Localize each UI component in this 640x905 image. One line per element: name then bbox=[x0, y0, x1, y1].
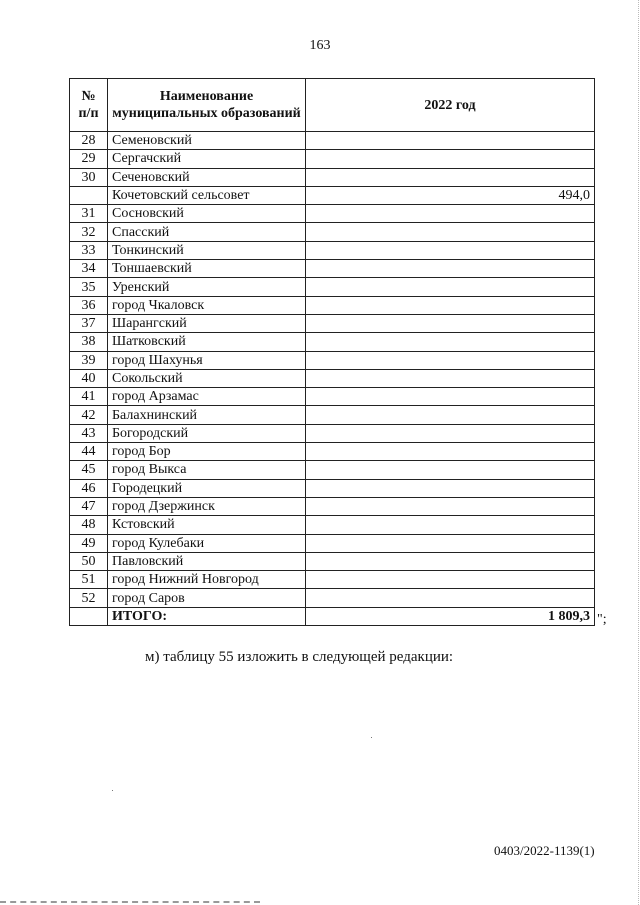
municipality-name: Шарангский bbox=[108, 314, 306, 332]
municipality-name: Семеновский bbox=[108, 132, 306, 150]
value-2022 bbox=[306, 351, 595, 369]
table-row bbox=[70, 497, 595, 515]
table-row bbox=[70, 516, 595, 534]
value-2022 bbox=[306, 132, 595, 150]
value-2022 bbox=[306, 223, 595, 241]
table-row bbox=[70, 333, 595, 351]
row-number: 51 bbox=[70, 571, 108, 589]
row-number: 33 bbox=[70, 241, 108, 259]
table-row bbox=[70, 424, 595, 442]
row-number: 50 bbox=[70, 552, 108, 570]
table-header-row bbox=[70, 79, 595, 132]
municipality-name: Тонкинский bbox=[108, 241, 306, 259]
total-label: ИТОГО: bbox=[108, 607, 306, 625]
municipality-name: Сокольский bbox=[108, 369, 306, 387]
scan-edge-bottom bbox=[0, 901, 260, 903]
total-value: 1 809,3 bbox=[306, 607, 595, 625]
table-row bbox=[70, 351, 595, 369]
value-2022 bbox=[306, 150, 595, 168]
table-row bbox=[70, 241, 595, 259]
value-2022 bbox=[306, 369, 595, 387]
municipality-name: Кочетовский сельсовет bbox=[108, 186, 306, 204]
table-row bbox=[70, 534, 595, 552]
value-2022 bbox=[306, 260, 595, 278]
row-number: 38 bbox=[70, 333, 108, 351]
municipality-name: город Саров bbox=[108, 589, 306, 607]
value-2022 bbox=[306, 552, 595, 570]
municipality-name: город Нижний Новгород bbox=[108, 571, 306, 589]
municipality-name: Кстовский bbox=[108, 516, 306, 534]
value-2022 bbox=[306, 571, 595, 589]
municipality-name: город Дзержинск bbox=[108, 497, 306, 515]
table-row bbox=[70, 296, 595, 314]
table-row bbox=[70, 479, 595, 497]
municipality-name: город Шахунья bbox=[108, 351, 306, 369]
row-number: 31 bbox=[70, 205, 108, 223]
closing-quote: "; bbox=[597, 612, 607, 627]
row-number: 37 bbox=[70, 314, 108, 332]
page-number: 163 bbox=[309, 38, 331, 53]
data-table bbox=[69, 78, 595, 626]
value-2022 bbox=[306, 314, 595, 332]
scan-speck bbox=[371, 737, 372, 738]
table-row bbox=[70, 186, 595, 204]
municipality-name: Сеченовский bbox=[108, 168, 306, 186]
table-row bbox=[70, 132, 595, 150]
table-row bbox=[70, 388, 595, 406]
municipality-name: Уренский bbox=[108, 278, 306, 296]
header-name: Наименование муниципальных образований bbox=[108, 79, 306, 132]
row-number: 40 bbox=[70, 369, 108, 387]
value-2022 bbox=[306, 296, 595, 314]
municipality-name: город Арзамас bbox=[108, 388, 306, 406]
value-2022: 494,0 bbox=[306, 186, 595, 204]
value-2022 bbox=[306, 406, 595, 424]
row-number: 44 bbox=[70, 443, 108, 461]
row-number: 39 bbox=[70, 351, 108, 369]
table-row bbox=[70, 369, 595, 387]
table-body bbox=[70, 132, 595, 608]
table-row bbox=[70, 406, 595, 424]
paragraph-text: м) таблицу 55 изложить в следующей редакции: bbox=[145, 649, 454, 665]
row-number: 52 bbox=[70, 589, 108, 607]
scan-edge-right bbox=[638, 0, 639, 905]
row-number: 47 bbox=[70, 497, 108, 515]
row-number: 46 bbox=[70, 479, 108, 497]
total-num-cell bbox=[70, 607, 108, 625]
document-code: 0403/2022-1139(1) bbox=[494, 843, 595, 858]
value-2022 bbox=[306, 333, 595, 351]
value-2022 bbox=[306, 424, 595, 442]
municipality-name: город Чкаловск bbox=[108, 296, 306, 314]
table-row bbox=[70, 552, 595, 570]
scan-speck bbox=[112, 790, 113, 791]
row-number bbox=[70, 186, 108, 204]
row-number: 45 bbox=[70, 461, 108, 479]
municipality-name: Шатковский bbox=[108, 333, 306, 351]
table-row bbox=[70, 461, 595, 479]
row-number: 42 bbox=[70, 406, 108, 424]
value-2022 bbox=[306, 278, 595, 296]
header-num: № п/п bbox=[70, 79, 108, 132]
value-2022 bbox=[306, 241, 595, 259]
value-2022 bbox=[306, 497, 595, 515]
municipality-name: Сергачский bbox=[108, 150, 306, 168]
value-2022 bbox=[306, 443, 595, 461]
value-2022 bbox=[306, 168, 595, 186]
table-row bbox=[70, 278, 595, 296]
table-row bbox=[70, 150, 595, 168]
municipality-name: Богородский bbox=[108, 424, 306, 442]
row-number: 43 bbox=[70, 424, 108, 442]
row-number: 49 bbox=[70, 534, 108, 552]
table-row bbox=[70, 571, 595, 589]
value-2022 bbox=[306, 388, 595, 406]
row-number: 28 bbox=[70, 132, 108, 150]
row-number: 29 bbox=[70, 150, 108, 168]
row-number: 48 bbox=[70, 516, 108, 534]
row-number: 34 bbox=[70, 260, 108, 278]
value-2022 bbox=[306, 589, 595, 607]
municipality-name: Балахнинский bbox=[108, 406, 306, 424]
value-2022 bbox=[306, 516, 595, 534]
table-row bbox=[70, 589, 595, 607]
table-row bbox=[70, 205, 595, 223]
row-number: 35 bbox=[70, 278, 108, 296]
total-row bbox=[70, 607, 595, 625]
municipality-name: город Бор bbox=[108, 443, 306, 461]
municipality-name: Городецкий bbox=[108, 479, 306, 497]
table-row bbox=[70, 314, 595, 332]
municipality-name: город Кулебаки bbox=[108, 534, 306, 552]
value-2022 bbox=[306, 479, 595, 497]
municipality-name: город Выкса bbox=[108, 461, 306, 479]
row-number: 41 bbox=[70, 388, 108, 406]
municipality-name: Тоншаевский bbox=[108, 260, 306, 278]
table-row bbox=[70, 223, 595, 241]
municipality-name: Павловский bbox=[108, 552, 306, 570]
table-row bbox=[70, 443, 595, 461]
value-2022 bbox=[306, 205, 595, 223]
value-2022 bbox=[306, 461, 595, 479]
table-row bbox=[70, 260, 595, 278]
row-number: 30 bbox=[70, 168, 108, 186]
row-number: 32 bbox=[70, 223, 108, 241]
row-number: 36 bbox=[70, 296, 108, 314]
table-row bbox=[70, 168, 595, 186]
header-year: 2022 год bbox=[306, 79, 595, 132]
municipality-name: Сосновский bbox=[108, 205, 306, 223]
value-2022 bbox=[306, 534, 595, 552]
municipality-name: Спасский bbox=[108, 223, 306, 241]
